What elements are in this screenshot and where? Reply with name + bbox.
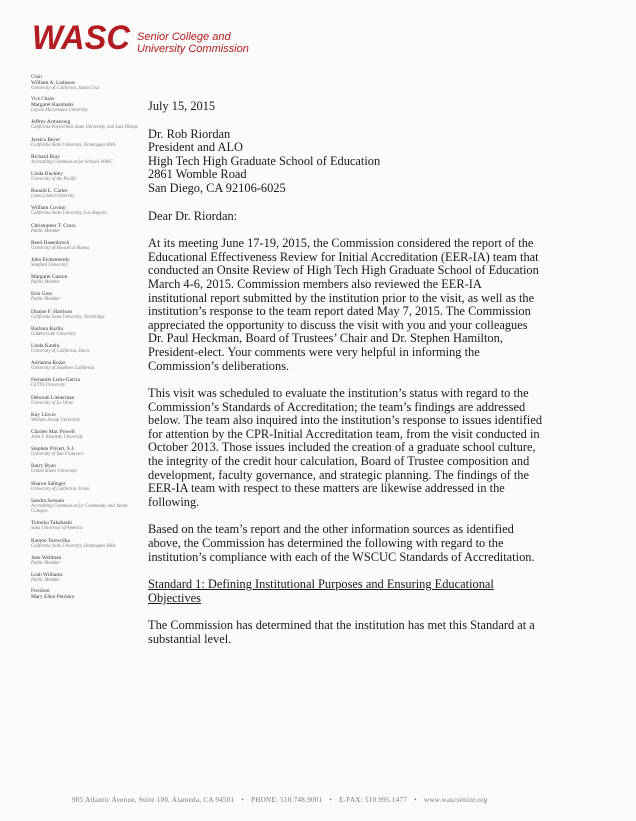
footer-separator: • [241,796,245,804]
commissioner-affiliation: Public Member [31,280,61,286]
commissioner-affiliation: CETYS University [31,383,66,389]
footer-website: www.wascsenior.org [423,796,488,804]
commissioner-entry [31,343,141,354]
commissioner-entry [31,171,141,182]
commissioner-entry [31,481,141,492]
commissioner-entry [31,538,141,549]
commissioner-entry [31,326,141,337]
org-name-line2: University Commission [137,43,249,55]
commissioner-name: Linda Katehi [31,343,60,350]
commissioner-affiliation: Public Member [31,578,61,584]
commissioner-role: Vice Chairs [31,97,55,103]
footer-address: 985 Atlantic Avenue, Suite 100, Alameda, CA 94501 [72,796,235,804]
commissioner-affiliation: Accrediting Commission for Schools WASC [31,159,113,165]
commissioner-affiliation: John F. Kennedy University [31,435,83,441]
commissioner-name: William A. Ladusaw [31,80,76,86]
commissioner-affiliation: Golden Gate University [31,331,76,337]
commissioner-entry [31,240,141,251]
commissioner-affiliation: California State University, Northridge [31,314,105,320]
footer-fax: E-FAX: 510.995.1477 [339,796,408,804]
commissioner-entry [31,395,141,406]
paragraph-3: Based on the team’s report and the other information sources as identified above, the Commission has determined the following with regard to the institution’s compliance with each of the WSCUC Standards of Accreditation. [148,522,535,564]
commissioner-name: Leah Williams [31,572,63,579]
commissioner-name: Tomoko Takahashi [31,520,72,527]
commissioner-name: Christopher T. Cross [31,222,76,229]
commissioner-entry [31,75,141,91]
commissioner-name: Dianne F. Harrison [31,308,73,315]
commissioner-affiliation: Loyola Marymount University [31,108,88,114]
commissioner-name: Barry Ryan [31,463,56,470]
commissioner-affiliation: California Polytechnic State University, San Luis Obispo [31,125,139,131]
commissioner-affiliation: University of the Pacific [31,177,77,183]
paragraph-1: At its meeting June 17-19, 2015, the Commission considered the report of the Educational Effectiveness Review for Initial Accreditation (EER-IA) team that conducted an Onsite Review of High Tech High Graduate School of Education March 4-6, 2015. Commission members also reviewed the EER-IA institutional report submitted by the institution prior to the visit, as well as the institution’s response to the team report dated May 7, 2015. The Commission appreciated the opportunity to discuss the visit with you and your colleagues Dr. Paul Heckman, Board of Trustees’ Chair and Dr. Stephen Hamilton, President-elect. Your comments were very helpful in informing the Commission’s deliberations. [148,236,539,373]
commissioner-entry [31,137,141,148]
commissioner-affiliation: Public Member [31,560,61,566]
commissioner-entry [31,377,141,388]
commissioner-affiliation: California State University, Los Angeles [31,211,107,217]
commissioner-affiliation: Public Member [31,297,61,303]
commissioner-name: Jessica Beyer [31,136,61,143]
commissioner-name: Charles Mac Powell [31,429,75,436]
wasc-logo [32,18,132,56]
commissioner-entry [31,309,141,320]
commissioner-name: John Etchemendy [31,257,70,264]
commissioner-name: William Covino [31,205,66,212]
address-line: San Diego, CA 92106-6025 [148,180,286,195]
commissioner-affiliation: United States University [31,469,77,475]
org-name-line1: Senior College and [137,31,231,43]
commissioner-name: Margaret Gaston [31,274,68,281]
commissioner-name: Fernando León-García [31,377,80,384]
commissioner-name: Erin Gore [31,291,53,298]
commissioner-name: Stephen Privett, S.J. [31,446,75,453]
letter-body [148,100,543,661]
commissioner-name: Sandra Serrano [31,497,65,504]
salutation: Dear Dr. Riordan: [148,208,238,223]
commissioner-name: Adrianna Kezar [31,360,66,367]
commissioner-affiliation: Public Member [31,228,61,234]
commissioner-list [31,75,141,606]
commissioner-entry [31,257,141,268]
commissioner-affiliation: University of Southern California [31,366,95,372]
commissioner-affiliation: University of California, Davis [31,349,90,355]
commissioner-name: Linda Buckley [31,171,63,178]
footer-phone: PHONE: 510.748.9001 [251,796,323,804]
commissioner-name: Deborah Lieberman [31,394,75,401]
commissioner-affiliation: California State University, Dominguez Hills [31,142,116,148]
commissioner-name: Mary Ellen Petrisko [31,594,75,601]
commissioner-entry [31,360,141,371]
commissioner-entry [31,572,141,583]
commissioner-role: President [31,589,50,595]
footer-separator: • [329,796,333,804]
commissioner-affiliation: Loma Linda University [31,194,75,200]
footer [72,796,572,804]
commissioner-affiliation: University of Hawaii at Manoa [31,245,90,251]
commissioner-entry [31,154,141,165]
commissioner-entry [31,589,141,600]
commissioner-name: Margaret Kasimatis [31,102,74,109]
commissioner-affiliation: University of La Verne [31,400,74,406]
recipient-address [148,128,543,196]
commissioner-entry [31,498,141,515]
commissioner-name: Sharon Salinger [31,480,66,487]
commissioner-entry [31,97,141,113]
commissioner-entry [31,223,141,234]
commissioner-name: Ronald L. Carter [31,188,68,195]
paragraph-4: The Commission has determined that the institution has met this Standard at a substantial level. [148,618,535,646]
commissioner-entry [31,520,141,531]
commissioner-affiliation: Stanford University [31,263,68,269]
commissioner-entry [31,446,141,457]
address-line: Dr. Rob Riordan [148,126,231,141]
commissioner-name: Jeffrey Armstrong [31,119,71,126]
commissioner-name: Richard Bray [31,153,60,160]
commissioner-entry [31,555,141,566]
commissioner-name: Reed Dasenbrock [31,239,70,246]
commissioner-entry [31,205,141,216]
org-name [137,31,249,55]
commissioner-entry [31,412,141,423]
commissioner-entry [31,274,141,285]
address-line: President and ALO [148,140,243,155]
commissioner-entry [31,429,141,440]
letter-date: July 15, 2015 [148,99,216,113]
commissioner-role: Chair [31,75,43,80]
commissioner-entry [31,463,141,474]
commissioner-entry [31,188,141,199]
footer-separator: • [414,796,417,804]
commissioner-name: Barbara Karlin [31,325,64,332]
commissioner-affiliation: California State University, Dominguez Hills [31,543,116,549]
address-line: 2861 Womble Road [148,167,247,182]
commissioner-affiliation: University of California, Santa Cruz [31,86,100,91]
commissioner-affiliation: Accrediting Commission for Community and Junior Colleges [31,503,129,515]
standard-1-heading: Standard 1: Defining Institutional Purposes and Ensuring Educational Objectives [148,577,494,605]
commissioner-entry [31,291,141,302]
address-line: High Tech High Graduate School of Education [148,153,381,168]
commissioner-name: Jane Wellman [31,554,62,561]
wasc-logo-text: WASC [32,19,131,56]
commissioner-affiliation: Soka University of America [31,526,83,532]
commissioner-affiliation: William Jessup University [31,417,80,423]
commissioner-affiliation: University of California, Irvine [31,486,90,492]
commissioner-entry [31,119,141,130]
commissioner-name: Kay Llovio [31,411,56,418]
commissioner-name: Ramon Torrecilha [31,537,70,544]
commissioner-affiliation: University of San Francisco [31,452,84,458]
paragraph-2: This visit was scheduled to evaluate the institution’s status with regard to the Commission’s Standards of Accreditation; the team’s findings are addressed below. The team also inquired into the institution’s response to issues identified for attention by the CPR-Initial Accreditation team, from the visit conducted in October 2013. Those issues included the creation of a graduate school culture, the integrity of the credit hour calculation, Board of Trustee composition and development, faculty governance, and strategic planning. The findings of the EER-IA team with respect to these matters are likewise addressed in the following. [148,386,543,509]
